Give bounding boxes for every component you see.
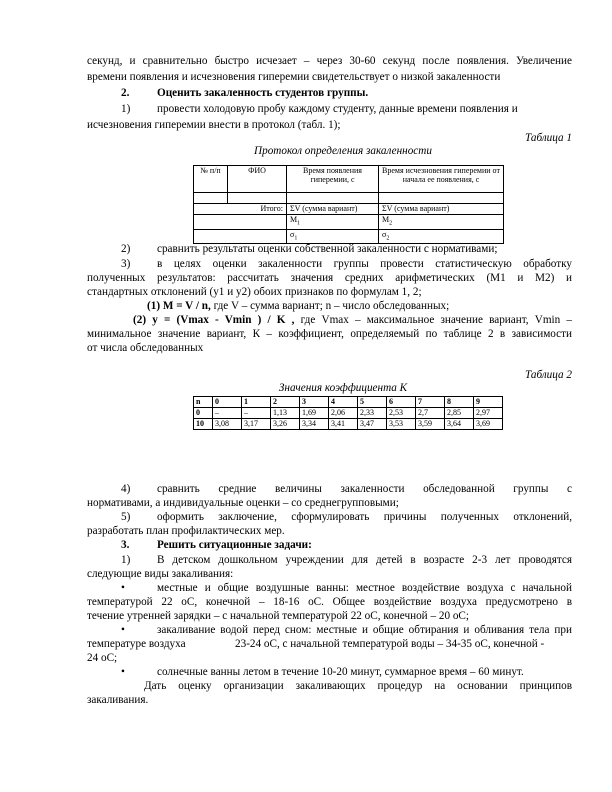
line-fragment: 23-24 оС, с начальной температурой воды – 34-35 оС, конечной - [235, 638, 545, 650]
paragraph-line: Дать оценку организации закаливающих процедур на основании принципов [144, 680, 572, 692]
table-cell: – [213, 408, 242, 419]
item-text: В детском дошкольном учреждении для детей в возрасте 2-3 лет проводятся [157, 554, 572, 566]
formula-expression: (1) M = V / n, [147, 300, 211, 312]
table-cell [194, 229, 287, 244]
item-text: оформить заключение, сформулировать причины полученных отклонений, [157, 511, 572, 523]
table-cell: 2,33 [358, 408, 387, 419]
table-cell: 3,59 [416, 419, 445, 430]
list-item [121, 258, 572, 271]
formula-description: где Vmax – максимальное значение вариант, Vmin – [294, 314, 572, 326]
table-cell: Итого: [194, 204, 287, 215]
item-text: солнечные ванны летом в течение 10-20 минут, суммарное время – 60 минут. [157, 666, 524, 678]
table-header-cell: Время появления гиперемии, с [287, 166, 379, 193]
table-1-label: Таблица 1 [525, 132, 572, 144]
paragraph-line: минимальное значение вариант, К – коэффициент, определяемый по таблице 2 в зависимости [87, 328, 572, 340]
section-title: Оценить закаленность студентов группы. [157, 87, 369, 99]
coefficient-table [193, 396, 503, 430]
section-number: 3. [121, 539, 130, 551]
table-row [194, 204, 504, 215]
table-cell: – [242, 408, 271, 419]
formula-expression: (2) y = (Vmax - Vmin ) / K , [133, 314, 295, 326]
table-cell: 3,53 [387, 419, 416, 430]
paragraph-line: исчезновения гиперемии внести в протокол (табл. 1); [87, 119, 341, 131]
table-cell: ΣV (сумма вариант) [287, 204, 379, 215]
list-item [121, 483, 572, 496]
item-text: провести холодовую пробу каждому студенту, данные времени появления и [157, 103, 518, 115]
subscript: 2 [389, 220, 393, 227]
sigma-symbol: σ [382, 229, 387, 239]
table-header-cell: ФИО [228, 166, 287, 193]
table-cell [194, 193, 228, 204]
line-fragment: температуре воздуха [87, 638, 186, 650]
table-header-cell: 0 [213, 397, 242, 408]
list-item [121, 511, 572, 524]
sigma-symbol: σ [290, 229, 295, 239]
table-cell: 1,69 [300, 408, 329, 419]
item-text: местные и общие воздушные ванны: местное воздействие воздуха с начальной [157, 582, 572, 594]
section-2-heading [121, 87, 606, 100]
section-number: 2. [121, 87, 130, 99]
table-1-caption: Протокол определения закаленности [254, 145, 432, 157]
table-cell: 2,97 [474, 408, 503, 419]
table-row [194, 166, 504, 193]
table-header-cell: 2 [271, 397, 300, 408]
list-item [121, 554, 572, 567]
table-header-cell: Время исчезновения гиперемии от начала ее появления, с [379, 166, 504, 193]
table-cell: 0 [194, 408, 213, 419]
item-text: сравнить средние величины закаленности обследованной группы с [157, 483, 572, 495]
table-header-cell: 6 [387, 397, 416, 408]
list-item [121, 103, 572, 116]
table-row [194, 229, 504, 244]
table-row [194, 397, 503, 408]
paragraph-line [87, 638, 572, 651]
paragraph-line: стандартных отклонений (y1 и y2) обоих признаков по формулам 1, 2; [87, 286, 422, 298]
table-cell [194, 215, 287, 230]
mean-symbol: M [290, 215, 298, 224]
paragraph-line: от числа обследованных [87, 342, 204, 354]
table-header-cell: 9 [474, 397, 503, 408]
table-cell: 2,7 [416, 408, 445, 419]
table-row [194, 215, 504, 230]
section-title: Решить ситуационные задачи: [157, 539, 312, 551]
table-cell: 3,17 [242, 419, 271, 430]
table-header-cell: 7 [416, 397, 445, 408]
item-number: 4) [121, 483, 131, 495]
table-cell [287, 229, 379, 244]
table-cell: 3,47 [358, 419, 387, 430]
formula-description: где V – сумма вариант; n – число обследованных; [210, 300, 450, 312]
paragraph-line: 24 оС; [87, 652, 118, 664]
table-cell: 1,13 [271, 408, 300, 419]
table-cell: 3,08 [213, 419, 242, 430]
subscript: 1 [294, 235, 298, 242]
table-header-cell: 8 [445, 397, 474, 408]
bullet-item [121, 582, 572, 595]
table-row [194, 408, 503, 419]
table-row [194, 419, 503, 430]
table-cell: 3,26 [271, 419, 300, 430]
table-cell: 2,06 [329, 408, 358, 419]
bullet-item [121, 666, 572, 679]
table-cell [228, 193, 287, 204]
table-cell: 3,64 [445, 419, 474, 430]
table-2-label: Таблица 2 [525, 369, 572, 381]
bullet-icon: • [121, 624, 125, 636]
paragraph-line: секунд, и сравнительно быстро исчезает – через 30-60 секунд после появления. Увеличение [87, 55, 572, 67]
paragraph-line: полученных результатов: рассчитать значения средних арифметических (М1 и М2) и [87, 272, 572, 284]
item-number: 1) [121, 554, 131, 566]
item-number: 5) [121, 511, 131, 523]
mean-symbol: M [382, 215, 390, 224]
table-header-cell: № п/п [194, 166, 228, 193]
table-header-cell: 1 [242, 397, 271, 408]
bullet-icon: • [121, 582, 125, 594]
paragraph-line: времени появления и исчезновения гиперемии свидетельствует о низкой закаленности [87, 71, 501, 83]
table-header-cell: 5 [358, 397, 387, 408]
table-cell [379, 215, 504, 230]
bullet-item [121, 624, 572, 637]
table-cell: 3,34 [300, 419, 329, 430]
table-row [194, 193, 504, 204]
item-number: 3) [121, 258, 131, 270]
item-text: в целях оценки закаленности группы провести статистическую обработку [157, 258, 572, 270]
subscript: 1 [297, 220, 301, 227]
paragraph-line: нормативами, а индивидуальные оценки – со среднегрупповыми; [87, 497, 399, 509]
item-text: закаливание водой перед сном: местные и общие обтирания и обливания тела при [157, 624, 572, 636]
table-cell: 10 [194, 419, 213, 430]
table-cell [379, 229, 504, 244]
table-header-cell: n [194, 397, 213, 408]
paragraph-line: разработать план профилактических мер. [87, 525, 285, 537]
table-cell: ΣV (сумма вариант) [379, 204, 504, 215]
table-2-caption: Значения коэффициента К [278, 382, 408, 394]
table-header-cell: 4 [329, 397, 358, 408]
item-number: 2) [121, 243, 131, 255]
paragraph-line: следующие виды закаливания: [87, 568, 234, 580]
table-cell [287, 215, 379, 230]
table-cell: 3,41 [329, 419, 358, 430]
table-cell [379, 193, 504, 204]
protocol-table [193, 165, 504, 244]
bullet-icon: • [121, 666, 125, 678]
paragraph-line: течение утренней зарядки – с начальной температурой 22 оС, конечной – 20 оС; [87, 610, 470, 622]
table-cell: 3,69 [474, 419, 503, 430]
table-cell: 2,85 [445, 408, 474, 419]
formula-2 [133, 314, 572, 327]
table-cell: 2,53 [387, 408, 416, 419]
subscript: 2 [386, 235, 390, 242]
section-3-heading [121, 539, 606, 552]
item-number: 1) [121, 103, 131, 115]
table-header-cell: 3 [300, 397, 329, 408]
table-cell [287, 193, 379, 204]
paragraph-line: температурой 22 оС, конечной – 18-16 оС. Общее воздействие воздуха предусмотрено в [87, 596, 572, 608]
item-text: сравнить результаты оценки собственной закаленности с нормативами; [157, 243, 498, 255]
formula-1 [147, 300, 572, 313]
list-item [121, 243, 572, 256]
paragraph-line: закаливания. [87, 694, 149, 706]
